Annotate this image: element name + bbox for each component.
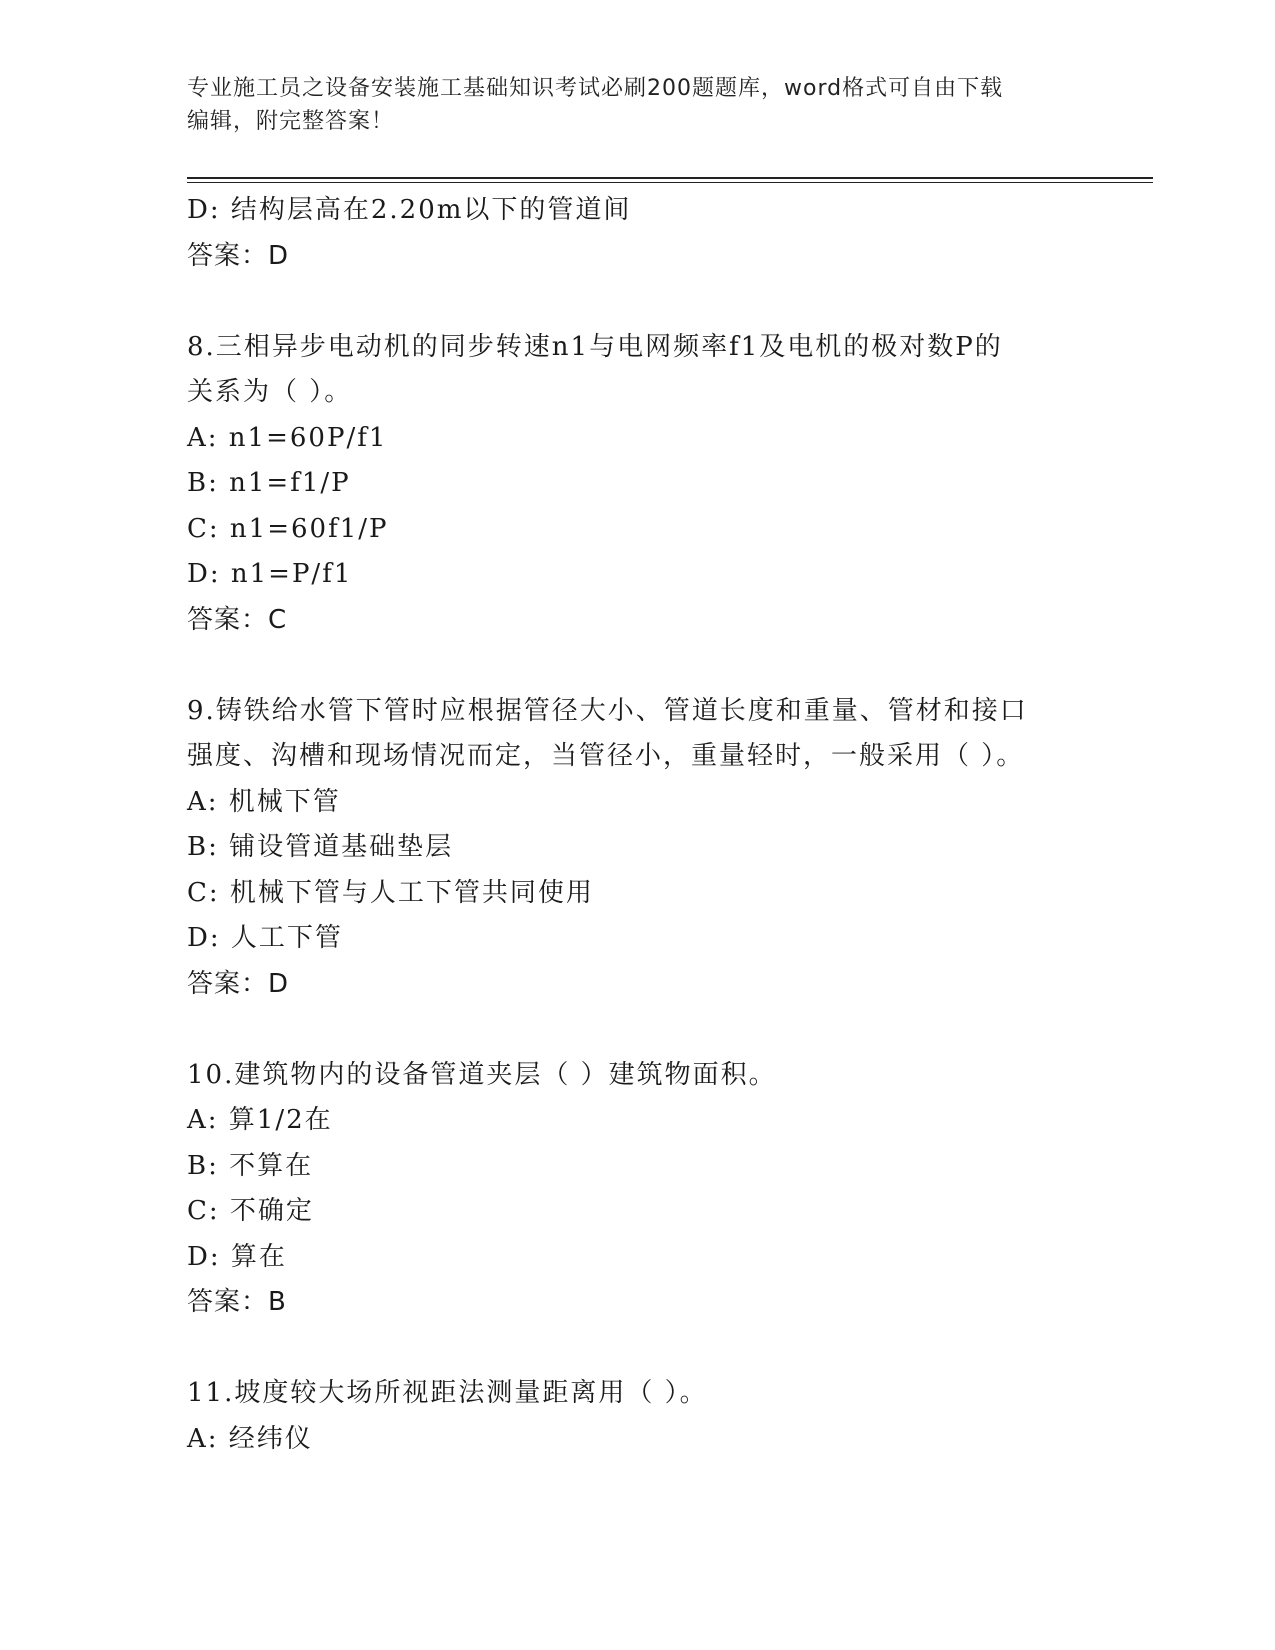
option-a: A: 算1/2在: [187, 1105, 333, 1135]
spacer: [187, 1326, 1087, 1372]
answer-line: 答案：B: [187, 1287, 287, 1317]
spacer: [187, 279, 1087, 325]
option-d: D: 结构层高在2.20m以下的管道间: [187, 195, 632, 225]
option-b: B: 不算在: [187, 1150, 314, 1181]
option-d: D: n1=P/f1: [187, 559, 353, 589]
question-stem-line: 强度、沟槽和现场情况而定，当管径小，重量轻时，一般采用（ ）。: [187, 741, 1025, 771]
option-c: C: 不确定: [187, 1196, 314, 1226]
option-b: B: n1=f1/P: [187, 468, 351, 498]
question-8: [187, 325, 1087, 644]
answer-line: 答案：C: [187, 604, 288, 635]
question-stem-line: 8.三相异步电动机的同步转速n1与电网频率f1及电机的极对数P的: [187, 331, 1003, 362]
header-line-1: 专业施工员之设备安装施工基础知识考试必刷200题题库，word格式可自由下载: [187, 76, 1004, 101]
option-b: B: 铺设管道基础垫层: [187, 832, 454, 862]
question-stem-line: 10.建筑物内的设备管道夹层（ ）建筑物面积。: [187, 1059, 777, 1090]
question-11: [187, 1371, 1087, 1462]
answer-line: 答案：D: [187, 968, 290, 999]
header-line-2: 编辑，附完整答案！: [187, 109, 395, 134]
option-d: D: 算在: [187, 1241, 287, 1272]
spacer: [187, 1007, 1087, 1053]
spacer: [187, 643, 1087, 689]
document-header: [187, 72, 1087, 138]
question-9: [187, 689, 1087, 1008]
option-c: C: n1=60f1/P: [187, 513, 389, 544]
question-stem-line: 9.铸铁给水管下管时应根据管径大小、管道长度和重量、管材和接口: [187, 695, 1028, 726]
option-c: C: 机械下管与人工下管共同使用: [187, 877, 594, 908]
question-10: [187, 1053, 1087, 1326]
question-stem-line: 11.坡度较大场所视距法测量距离用（ ）。: [187, 1378, 708, 1408]
answer-line: 答案：D: [187, 240, 290, 271]
document-body: [187, 188, 1087, 1462]
option-d: D: 人工下管: [187, 923, 343, 953]
header-divider-thick: [187, 177, 1153, 179]
header-divider-thin: [187, 182, 1153, 183]
option-a: A: n1=60P/f1: [187, 422, 388, 453]
option-a: A: 机械下管: [187, 786, 341, 817]
prev-question-block: [187, 188, 1087, 279]
option-a: A: 经纬仪: [187, 1423, 313, 1454]
question-stem-line: 关系为（ ）。: [187, 377, 353, 407]
